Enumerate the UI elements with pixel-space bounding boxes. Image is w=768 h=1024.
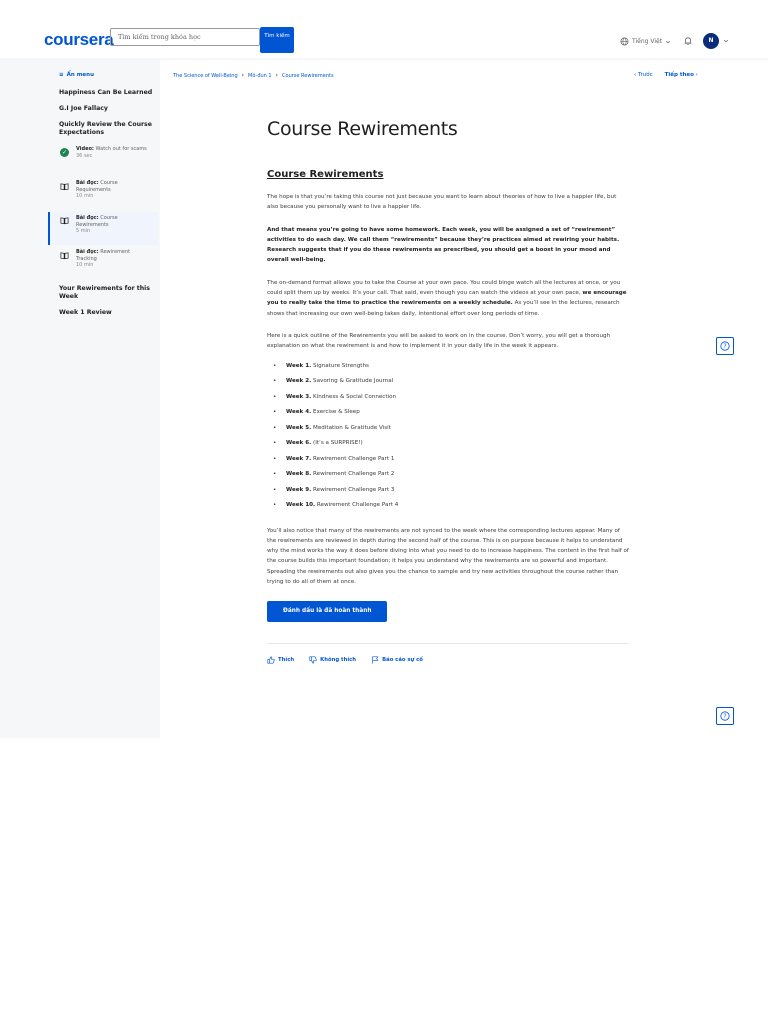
book-icon (60, 251, 69, 260)
item-navigation (634, 72, 698, 78)
language-label: Tiếng Việt (632, 38, 663, 45)
sidebar-item-video-scams[interactable] (48, 146, 158, 174)
book-icon (60, 182, 69, 191)
list-item: • Week 10. Rewirement Challenge Part 4 (267, 498, 629, 514)
dislike-button[interactable]: Không thích (309, 656, 356, 664)
sidebar-item-text: Bài đọc: Course Requirements 10 min (76, 180, 118, 199)
hamburger-icon: ≡ (59, 72, 64, 78)
coursera-logo[interactable]: coursera (44, 30, 114, 49)
list-item: • Week 6. (It’s a SURPRISE!) (267, 436, 629, 452)
language-selector[interactable] (620, 37, 671, 46)
search-input[interactable]: Tìm kiếm trong khóa học (110, 28, 260, 46)
chevron-right-icon: › (693, 72, 698, 78)
question-circle-icon (720, 711, 730, 721)
paragraph-1: The hope is that you’re taking this course not just because you want to learn about theories of how to live a happier life, but also because you personally want to live a happier life. (267, 194, 617, 211)
list-item: • Week 5. Meditation & Gratitude Visit (267, 421, 629, 437)
paragraph-4: Here is a quick outline of the Rewirements you will be asked to work on in the course. Don’t worry, you will get a thorough explanation on what the rewirement is and how to implement it in your daily life in the week it appears. (267, 332, 611, 350)
sidebar-lesson-happiness[interactable]: Happiness Can Be Learned (59, 89, 153, 96)
avatar[interactable]: N (703, 33, 719, 49)
sidebar-item-text: Video: Watch out for scams 36 sec (76, 146, 147, 159)
list-item: • Week 1. Signature Strengths (267, 359, 629, 375)
breadcrumb-module[interactable]: Mô-đun 1 (248, 72, 272, 79)
report-issue-button[interactable]: Báo cáo sự cố (371, 656, 423, 664)
chevron-down-icon[interactable] (723, 38, 729, 44)
page-title: Course Rewirements (267, 118, 458, 140)
chevron-down-icon (665, 39, 671, 45)
svg-text:?: ? (723, 343, 727, 351)
list-item: • Week 4. Exercise & Sleep (267, 405, 629, 421)
next-button[interactable]: Tiếp theo › (664, 72, 698, 78)
bell-icon[interactable] (683, 36, 693, 46)
weeks-list (267, 359, 629, 514)
list-item: • Week 9. Rewirement Challenge Part 3 (267, 483, 629, 499)
feedback-bar (267, 656, 629, 664)
reading-heading: Course Rewirements (267, 169, 384, 180)
mark-complete-button[interactable]: Đánh dấu là đã hoàn thành (267, 601, 387, 622)
sidebar-lesson-gi-joe[interactable]: G.I Joe Fallacy (59, 105, 108, 112)
hide-menu-button[interactable] (59, 72, 94, 78)
breadcrumb-course[interactable]: The Science of Well-Being (173, 72, 238, 79)
search-button[interactable]: Tìm kiếm (260, 27, 294, 53)
sidebar-item-course-rewirements[interactable] (48, 212, 158, 245)
list-item: • Week 2. Savoring & Gratitude Journal (267, 374, 629, 390)
sidebar-item-rewirement-tracking[interactable] (48, 249, 158, 277)
sidebar-item-text: Bài đọc: Course Rewirements 5 min (76, 215, 118, 234)
svg-text:?: ? (723, 713, 727, 721)
breadcrumb-item[interactable]: Course Rewirements (282, 72, 334, 79)
list-item: • Week 3. Kindness & Social Connection (267, 390, 629, 406)
sidebar-lesson-week1-review[interactable]: Week 1 Review (59, 309, 112, 316)
list-item: • Week 8. Rewirement Challenge Part 2 (267, 467, 629, 483)
check-circle-icon: ✓ (61, 149, 68, 156)
paragraph-2: And that means you’re going to have some homework. Each week, you will be assigned a set of “rewirement” activities to do each day. We call them “rewirements” because they’re practices aimed at rewiring your habits. Research suggests that if you do these rewirements as prescribed, you should get a boost in your mood and overall well-being. (267, 226, 620, 264)
sidebar-item-text: Bài đọc: Rewirement Tracking 10 min (76, 249, 131, 268)
paragraph-5: You’ll also notice that many of the rewirements are not synced to the week where the corresponding lectures appear. Many of the rewirements are reviewed in depth during the second half of the course. This is on purpose because it helps to understand why the mind works the way it does before diving into what you need to do to increase happiness. The content in the first half of the course builds this important foundation; it helps you understand why the rewirements are so powerful and important. Spreading the rewirements out also gives you the chance to sample and try new activities throughout the course rather than trying to do all of them at once. (267, 527, 629, 586)
breadcrumb (173, 72, 334, 79)
thumbs-down-icon (309, 656, 317, 664)
list-item: • Week 7. Rewirement Challenge Part 1 (267, 452, 629, 468)
chevron-right-icon: › (241, 72, 245, 79)
help-button[interactable] (716, 337, 734, 355)
chevron-right-icon: › (275, 72, 279, 79)
book-icon (60, 216, 69, 225)
chevron-left-icon: ‹ (634, 72, 638, 78)
like-button[interactable]: Thích (267, 656, 294, 664)
sidebar-lesson-your-rewirements[interactable]: Your Rewirements for this Week (59, 285, 150, 300)
sidebar-lesson-review-expectations[interactable]: Quickly Review the Course Expectations (59, 121, 152, 136)
help-button[interactable] (716, 707, 734, 725)
prev-button[interactable]: ‹ Trước (634, 72, 653, 78)
top-header (0, 0, 768, 58)
globe-icon (620, 37, 629, 46)
sidebar-item-course-requirements[interactable] (48, 180, 158, 208)
flag-icon (371, 656, 379, 664)
thumbs-up-icon (267, 656, 275, 664)
question-circle-icon (720, 341, 730, 351)
reading-content (267, 118, 629, 664)
hide-menu-label: Ẩn menu (66, 72, 94, 78)
divider (267, 643, 629, 644)
paragraph-3: The on-demand format allows you to take the Course at your own pace. You could binge watch all the lectures at once, or you could split them up by weeks. It’s your call. That said, even though you can watch the videos at your own pace, we encourage you to really take the time to practice the rewirements on a weekly schedule. As you’ll see in the lectures, research shows that increasing our own well-being takes daily, intentional effort over long periods of time. (267, 279, 627, 317)
